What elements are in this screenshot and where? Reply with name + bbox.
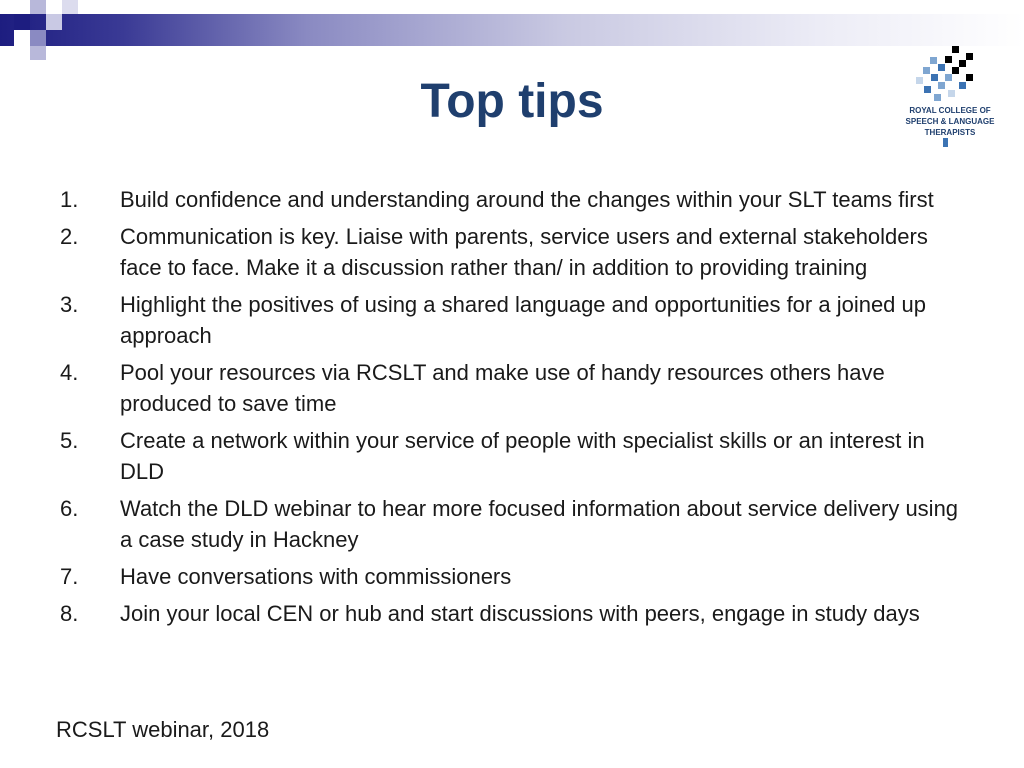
decor-square xyxy=(30,0,46,14)
list-number: 7. xyxy=(60,564,79,589)
list-text: Have conversations with commissioners xyxy=(120,564,512,589)
list-text: Communication is key. Liaise with parents, service users and external stakeholders face to face. Make it a discussion rather than/ in addition to providing training xyxy=(120,224,928,280)
list-text: Watch the DLD webinar to hear more focused information about service delivery using a case study in Hackney xyxy=(120,496,959,552)
list-item xyxy=(60,598,970,629)
list-text: Pool your resources via RCSLT and make use of handy resources others have produced to save time xyxy=(120,360,885,416)
list-text: Create a network within your service of people with specialist skills or an interest in DLD xyxy=(120,428,925,484)
list-text: Join your local CEN or hub and start discussions with peers, engage in study days xyxy=(120,601,920,626)
list-item xyxy=(60,289,970,351)
footer-text: RCSLT webinar, 2018 xyxy=(56,717,270,742)
decor-square xyxy=(14,30,30,46)
rcslt-logo xyxy=(890,44,1010,148)
list-item xyxy=(60,184,970,215)
logo-pillar xyxy=(943,138,948,147)
decor-square xyxy=(14,14,30,30)
list-number: 2. xyxy=(60,224,79,249)
list-item xyxy=(60,561,970,592)
list-item xyxy=(60,425,970,487)
page-title: Top tips xyxy=(420,75,604,128)
list-number: 5. xyxy=(60,428,79,453)
rcslt-logo-icon xyxy=(890,44,1010,104)
decor-square xyxy=(30,46,46,60)
decor-square xyxy=(62,0,78,14)
list-number: 1. xyxy=(60,187,79,212)
list-number: 6. xyxy=(60,496,79,521)
logo-text-line: SPEECH & LANGUAGE xyxy=(905,117,995,126)
list-number: 3. xyxy=(60,292,79,317)
list-text: Build confidence and understanding around the changes within your SLT teams first xyxy=(120,187,934,212)
list-number: 8. xyxy=(60,601,79,626)
list-item xyxy=(60,357,970,419)
list-item xyxy=(60,493,970,555)
list-number: 4. xyxy=(60,360,79,385)
decor-square xyxy=(46,14,62,30)
tips-list xyxy=(60,184,970,635)
logo-text-line: ROYAL COLLEGE OF xyxy=(909,106,991,115)
logo-text-line: THERAPISTS xyxy=(924,128,976,137)
list-text: Highlight the positives of using a shared language and opportunities for a joined up approach xyxy=(120,292,926,348)
header-gradient-bar xyxy=(0,14,1024,46)
decor-square xyxy=(30,30,46,46)
list-item xyxy=(60,221,970,283)
